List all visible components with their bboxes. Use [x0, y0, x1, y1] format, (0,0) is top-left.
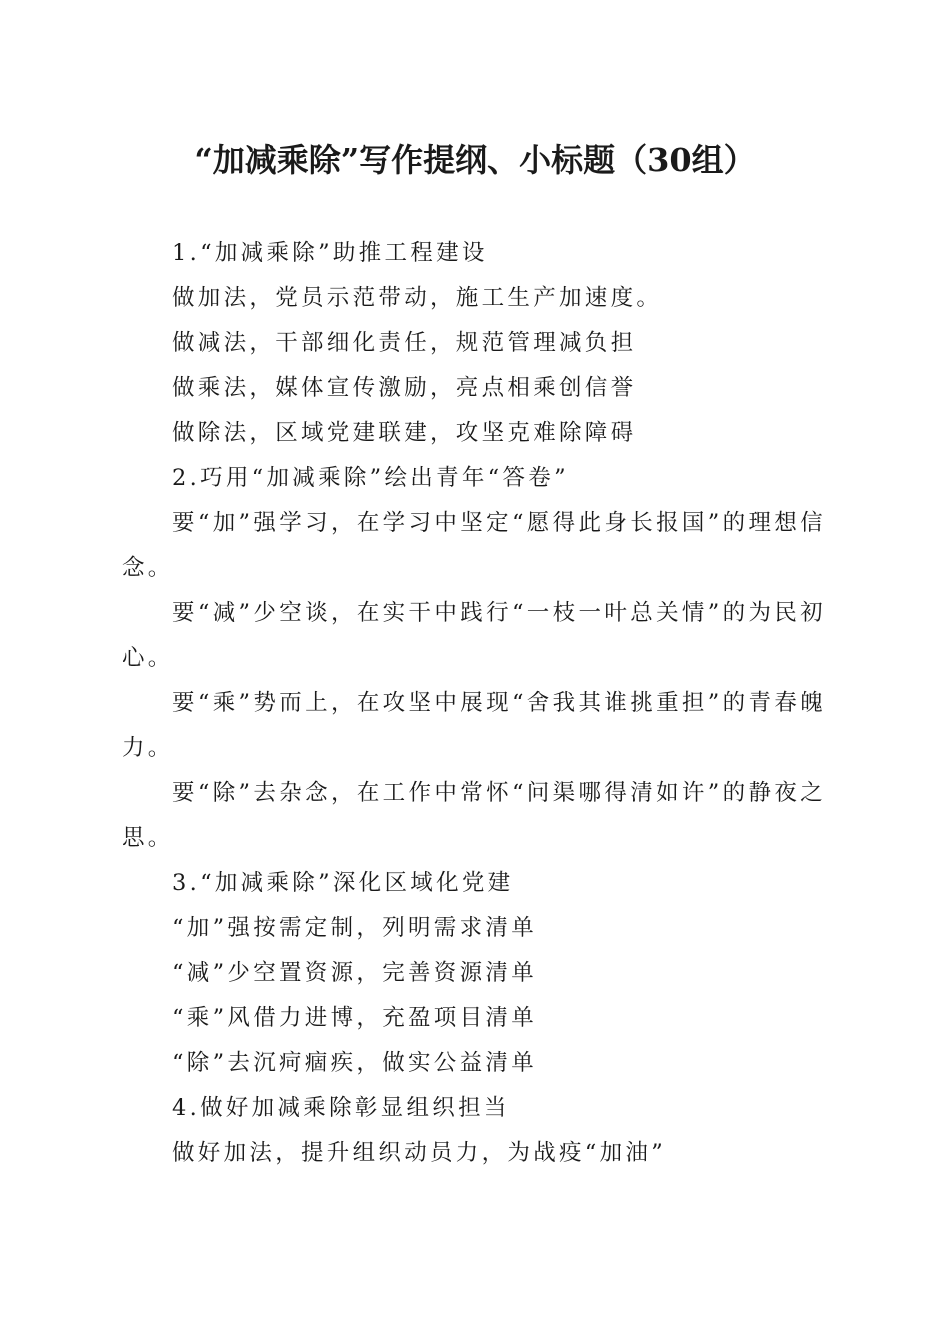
- outline-line: “加”强按需定制，列明需求清单: [172, 915, 538, 941]
- outline-paragraph: 要“加”强学习，在学习中坚定“愿得此身长报国”的理想信念。: [122, 510, 826, 581]
- section-heading: 4.做好加减乘除彰显组织担当: [172, 1095, 510, 1121]
- document-title: “加减乘除”写作提纲、小标题（30组）: [194, 141, 756, 179]
- section-heading: 2.巧用“加减乘除”绘出青年“答卷”: [172, 465, 569, 491]
- outline-paragraph: 要“减”少空谈，在实干中践行“一枝一叶总关情”的为民初心。: [122, 600, 826, 671]
- outline-line: 做加法，党员示范带动，施工生产加速度。: [172, 285, 663, 311]
- section-heading: 1.“加减乘除”助推工程建设: [172, 240, 488, 266]
- section-heading: 3.“加减乘除”深化区域化党建: [172, 870, 514, 896]
- outline-line: 做乘法，媒体宣传激励，亮点相乘创信誉: [172, 375, 637, 401]
- outline-line: 做减法，干部细化责任，规范管理减负担: [172, 330, 637, 356]
- outline-line: 做除法，区域党建联建，攻坚克难除障碍: [172, 420, 637, 446]
- outline-paragraph: 要“乘”势而上，在攻坚中展现“舍我其谁挑重担”的青春魄力。: [122, 690, 826, 761]
- document-body: [122, 231, 826, 1176]
- outline-paragraph: 要“除”去杂念，在工作中常怀“问渠哪得清如许”的静夜之思。: [122, 780, 826, 851]
- outline-line: 做好加法，提升组织动员力，为战疫“加油”: [172, 1140, 667, 1166]
- outline-line: “减”少空置资源，完善资源清单: [172, 960, 538, 986]
- outline-line: “除”去沉疴痼疾，做实公益清单: [172, 1050, 538, 1076]
- outline-line: “乘”风借力进博，充盈项目清单: [172, 1005, 538, 1031]
